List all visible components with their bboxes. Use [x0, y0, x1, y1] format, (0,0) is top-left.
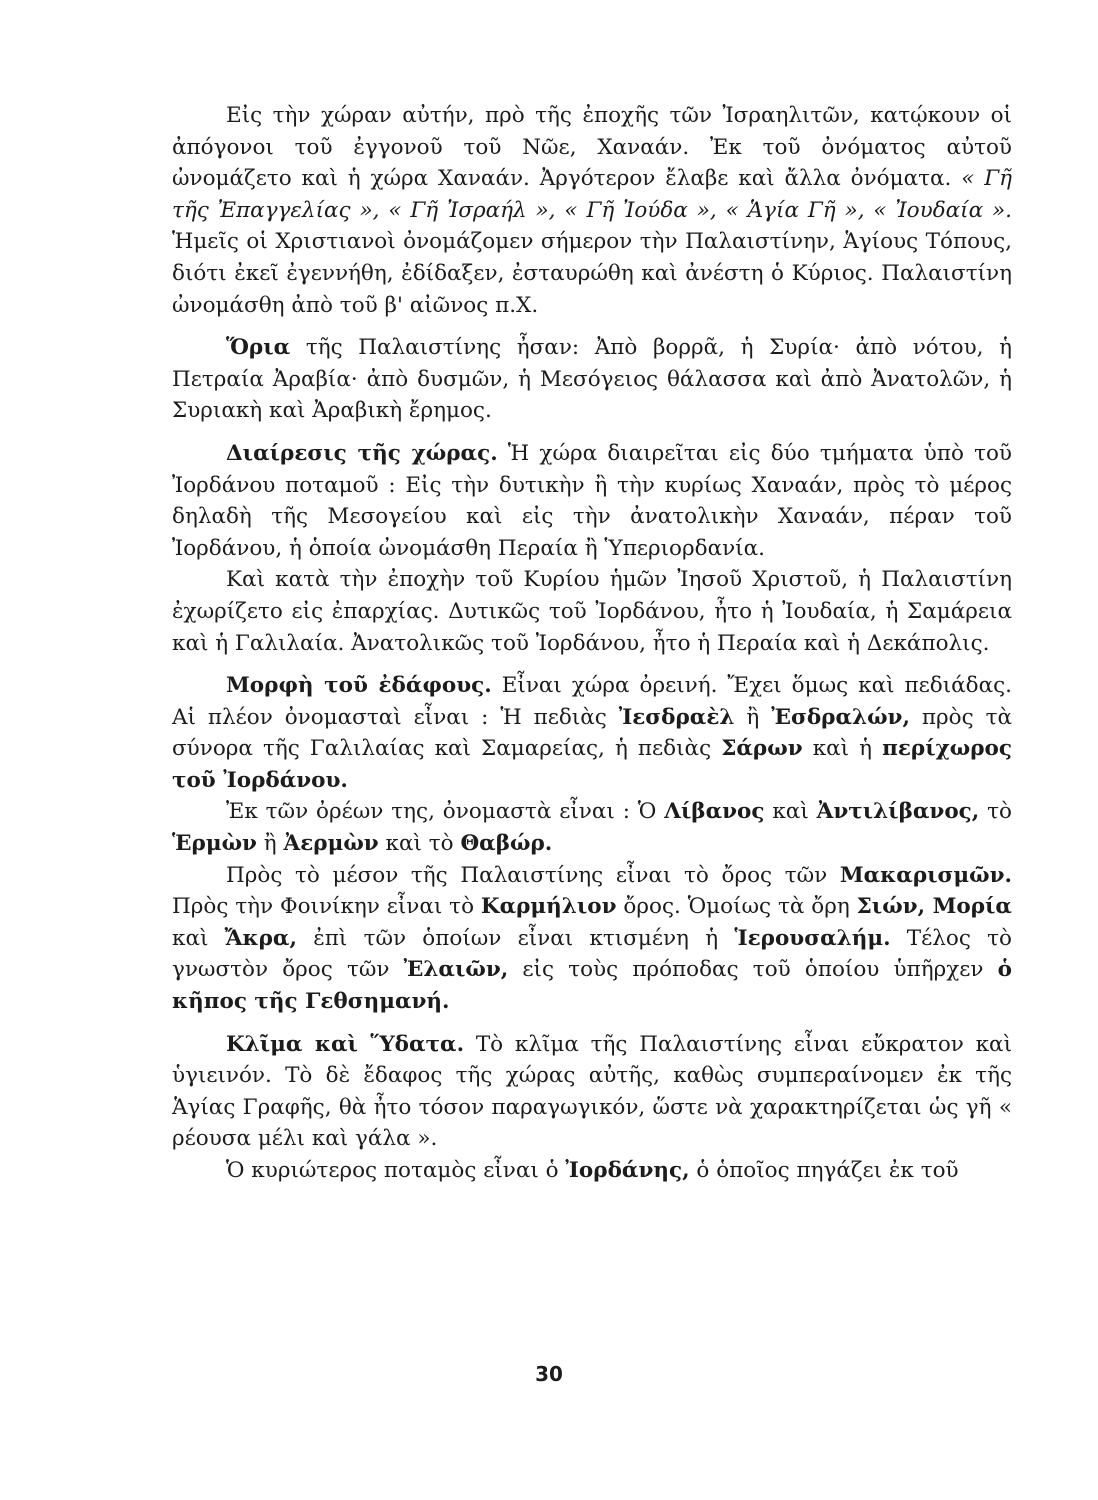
paragraph-division: Διαίρεσις τῆς χώρας. Ἡ χώρα διαιρεῖται εἰς δύο τμήματα ὑπὸ τοῦ Ἰορδάνου ποταμοῦ : Εἰς τὴν δυτικὴν ἢ τὴν κυρίως Χαναάν, πρὸς τὸ μέρος δηλαδὴ τῆς Μεσογείου καὶ εἰς τὴν ἀνατολικὴν Χαναάν, πέραν τοῦ Ἰορδάνου, ἡ ὁποία ὠνομάσθη Περαία ἢ Ὑπεριορδανία.: [172, 440, 1012, 561]
paragraph-climate: Κλῖμα καὶ Ὕδατα. Τὸ κλῖμα τῆς Παλαιστίνης εἶναι εὔκρατον καὶ ὑγιεινόν. Τὸ δὲ ἔδαφος τῆς χώρας αὐτῆς, καθὼς συμπεραίνομεν ἐκ τῆς Ἁγίας Γραφῆς, θὰ ἦτο τόσον παραγωγικόν, ὥστε νὰ χαρακτηρίζεται ὡς γῆ « ρέουσα μέλι καὶ γάλα ».: [172, 1031, 1013, 1152]
paragraph-provinces: Καὶ κατὰ τὴν ἐποχὴν τοῦ Κυρίου ἡμῶν Ἰησοῦ Χριστοῦ, ἡ Παλαιστίνη ἐχωρίζετο εἰς ἐπαρχίας. Δυτικῶς τοῦ Ἰορδάνου, ἦτο ἡ Ἰουδαία, ἡ Σαμάρεια καὶ ἡ Γαλιλαία. Ἀνατολικῶς τοῦ Ἰορδάνου, ἦτο ἡ Περαία καὶ ἡ Δεκάπολις.: [172, 567, 1012, 656]
paragraph-mountains: Ἐκ τῶν ὀρέων της, ὀνομαστὰ εἶναι : Ὁ Λίβανος καὶ Ἀντιλίβανος, τὸ Ἑρμὼν ἢ Ἀερμὼν καὶ τὸ Θαβώρ.: [172, 799, 1012, 857]
page-number: 30: [535, 1362, 563, 1386]
paragraph-terrain: Μορφὴ τοῦ ἐδάφους. Εἶναι χώρα ὀρεινή. Ἔχει ὅμως καὶ πεδιάδας. Αἱ πλέον ὀνομασταὶ εἶναι : Ἡ πεδιὰς Ἰεσδραὲλ ἢ Ἐσδραλών, πρὸς τὰ σύνορα τῆς Γαλιλαίας καὶ Σαμαρείας, ἡ πεδιὰς Σάρων καὶ ἡ περίχωρος τοῦ Ἰορδάνου.: [172, 673, 1012, 793]
paragraph-mountains-continued: Πρὸς τὸ μέσον τῆς Παλαιστίνης εἶναι τὸ ὄρος τῶν Μακαρισμῶν. Πρὸς τὴν Φοινίκην εἶναι τὸ Καρμήλιον ὄρος. Ὁμοίως τὰ ὄρη Σιών, Μορία καὶ Ἄκρα, ἐπὶ τῶν ὁποίων εἶναι κτισμένη ἡ Ἱερουσαλήμ. Τέλος τὸ γνωστὸν ὄρος τῶν Ἐλαιῶν, εἰς τοὺς πρόποδας τοῦ ὁποίου ὑπῆρχεν ὁ κῆπος τῆς Γεθσημανή.: [172, 862, 1012, 1015]
section-heading-borders: Ὅρια: [226, 335, 291, 361]
section-heading-climate: Κλῖμα καὶ Ὕδατα.: [226, 1031, 465, 1057]
paragraph-names-of-land: Εἰς τὴν χώραν αὐτήν, πρὸ τῆς ἐποχῆς τῶν Ἰσραηλιτῶν, κατῴκουν οἱ ἀπόγονοι τοῦ ἐγγονοῦ τοῦ Νῶε, Χαναάν. Ἐκ τοῦ ὀνόματος αὐτοῦ ὠνομάζετο καὶ ἡ χώρα Χαναάν. Ἀργότερον ἔλαβε καὶ ἄλλα ὀνόματα. « Γῆ τῆς Ἐπαγγελίας », « Γῆ Ἰσραήλ », « Γῆ Ἰούδα », « Ἁγία Γῆ », « Ἰουδαία ». Ἡμεῖς οἱ Χριστιανοὶ ὀνομάζομεν σήμερον τὴν Παλαιστίνην, Ἁγίους Τόπους, διότι ἐκεῖ ἐγεννήθη, ἐδίδαξεν, ἐσταυρώθη καὶ ἀνέστη ὁ Κύριος. Παλαιστίνη ὠνομάσθη ἀπὸ τοῦ β' αἰῶνος π.Χ.: [172, 103, 1012, 318]
paragraph-river: Ὁ κυριώτερος ποταμὸς εἶναι ὁ Ἰορδάνης, ὁ ὁποῖος πηγάζει ἐκ τοῦ: [226, 1158, 959, 1183]
page-text: [172, 100, 1012, 1187]
italic-names: « Γῆ τῆς Ἐπαγγελίας », « Γῆ Ἰσραήλ », « Γῆ Ἰούδα », « Ἁγία Γῆ », « Ἰουδαία ».: [172, 166, 1012, 223]
section-heading-terrain: Μορφὴ τοῦ ἐδάφους.: [226, 673, 492, 699]
paragraph-borders: Ὅρια τῆς Παλαιστίνης ἦσαν: Ἀπὸ βορρᾶ, ἡ Συρία· ἀπὸ νότου, ἡ Πετραία Ἀραβία· ἀπὸ δυσμῶν, ἡ Μεσόγειος θάλασσα καὶ ἀπὸ Ἀνατολῶν, ἡ Συριακὴ καὶ Ἀραβικὴ ἔρημος.: [172, 335, 1012, 424]
section-heading-division: Διαίρεσις τῆς χώρας.: [226, 440, 498, 466]
